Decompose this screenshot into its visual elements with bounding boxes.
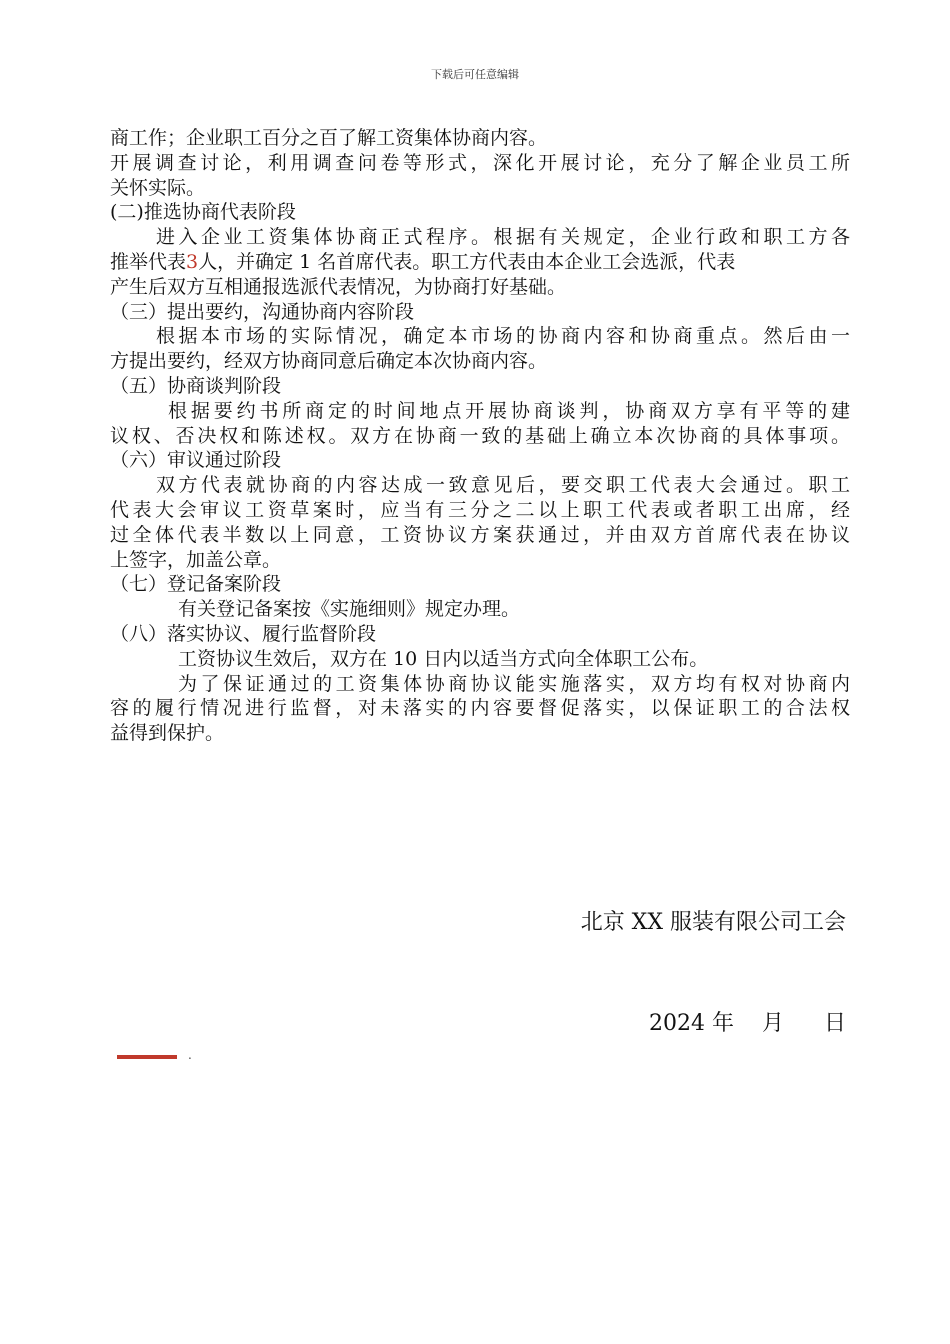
paragraph-line: 根据本市场的实际情况，确定本市场的协商内容和协商重点。然后由一 (156, 325, 850, 348)
paragraph-text: 人，并确定 1 名首席代表。职工方代表由本企业工会选派，代表 (198, 250, 736, 273)
paragraph-line: 益得到保护。 (110, 722, 225, 745)
section-heading: (二)推选协商代表阶段 (110, 201, 296, 224)
paragraph-line: 过全体代表半数以上同意，工资协议方案获通过，并由双方首席代表在协议 (110, 523, 850, 546)
paragraph-line: 工资协议生效后，双方在 10 日内以适当方式向全体职工公布。 (178, 647, 709, 670)
paragraph-text: 推举代表 (110, 250, 187, 273)
section-heading: （八）落实协议、履行监督阶段 (110, 622, 377, 645)
red-divider-bar (117, 1055, 177, 1059)
section-heading: （五）协商谈判阶段 (110, 374, 282, 397)
document-body (110, 126, 850, 746)
paragraph-line: 双方代表就协商的内容达成一致意见后，要交职工代表大会通过。职工 (156, 474, 850, 497)
section-heading: （七）登记备案阶段 (110, 573, 282, 596)
date-year: 2024 年 (648, 1011, 734, 1036)
paragraph-line: 根据要约书所商定的时间地点开展协商谈判，协商双方享有平等的建 (168, 399, 850, 422)
date-day: 日 (823, 1011, 846, 1036)
paragraph-line: 方提出要约，经双方协商同意后确定本次协商内容。 (110, 350, 548, 373)
signature-date (649, 1006, 846, 1037)
paragraph-line: 进入企业工资集体协商正式程序。根据有关规定，企业行政和职工方各 (156, 226, 850, 249)
paragraph-line: 开展调查讨论，利用调查问卷等形式，深化开展讨论，充分了解企业员工所 (110, 151, 850, 174)
section-heading: （三）提出要约，沟通协商内容阶段 (110, 300, 415, 323)
section-heading: （六）审议通过阶段 (110, 449, 282, 472)
paragraph-line: 代表大会审议工资草案时，应当有三分之二以上职工代表或者职工出席，经 (110, 498, 850, 521)
paragraph-line: 容的履行情况进行监督，对未落实的内容要督促落实，以保证职工的合法权 (110, 697, 850, 720)
footer-dot: . (188, 1048, 192, 1062)
representative-count: 3 (186, 250, 199, 273)
paragraph-line (110, 250, 850, 275)
paragraph-line: 产生后双方互相通报选派代表情况，为协商打好基础。 (110, 275, 567, 298)
paragraph-line: 有关登记备案按《实施细则》规定办理。 (178, 598, 521, 621)
paragraph-line: 议权、否决权和陈述权。双方在协商一致的基础上确立本次协商的具体事项。 (110, 424, 850, 447)
signature-organization: 北京 XX 服装有限公司工会 (580, 910, 846, 935)
paragraph-line: 商工作；企业职工百分之百了解工资集体协商内容。 (110, 127, 548, 149)
header-note: 下载后可任意编辑 (431, 68, 519, 81)
date-month: 月 (761, 1011, 784, 1036)
paragraph-line: 上签字，加盖公章。 (110, 548, 282, 571)
paragraph-line: 为了保证通过的工资集体协商协议能实施落实，双方均有权对协商内 (178, 672, 850, 695)
paragraph-line: 关怀实际。 (110, 176, 206, 199)
